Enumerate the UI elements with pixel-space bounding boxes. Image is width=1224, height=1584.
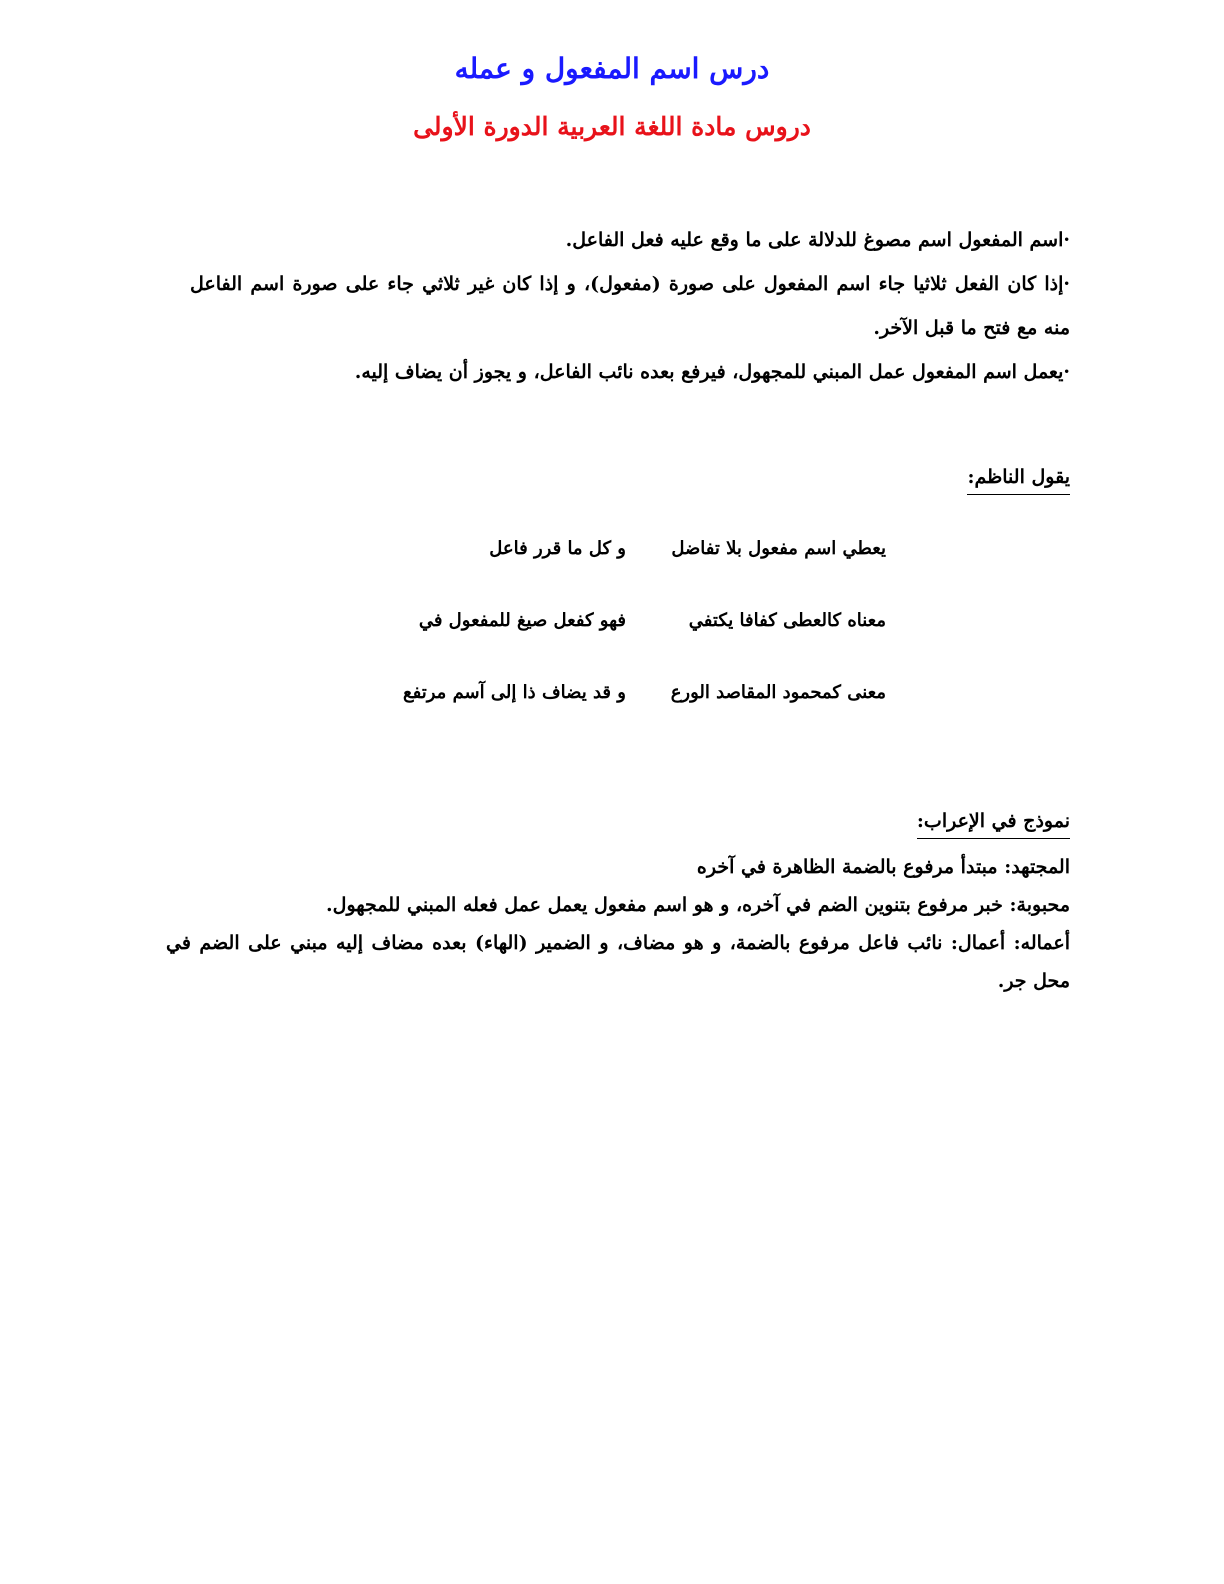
intro-usage-rule: ·يعمل اسم المفعول عمل المبني للمجهول، فيرفع بعده نائب الفاعل، و يجوز أن يضاف إليه.: [354, 361, 1070, 383]
verse-first-hemistich: معنى كمحمود المقاصد الورع: [670, 682, 886, 703]
verse: [366, 682, 886, 716]
intro-form-rule: ·إذا كان الفعل ثلاثيا جاء اسم المفعول على صورة (مفعول)، و إذا كان غير ثلاثي جاء على صورة اسم الفاعل منه مع فتح ما قبل الآخر.: [190, 273, 1070, 339]
irab-line: المجتهد: مبتدأ مرفوع بالضمة الظاهرة في آخره: [696, 856, 1070, 878]
irab-section: [166, 848, 1070, 1000]
irab-heading: [917, 806, 1070, 839]
verse-second-hemistich: و كل ما قرر فاعل: [489, 538, 626, 559]
irab-heading-text: نموذج في الإعراب:: [917, 806, 1070, 839]
verse-second-hemistich: و قد يضاف ذا إلى آسم مرتفع: [403, 682, 626, 703]
irab-line: محبوبة: خبر مرفوع بتنوين الضم في آخره، و هو اسم مفعول يعمل عمل فعله المبني للمجهول.: [326, 894, 1070, 916]
verse-first-hemistich: يعطي اسم مفعول بلا تفاضل: [671, 538, 886, 559]
verse-first-hemistich: معناه كالعطى كفافا يكتفي: [688, 610, 886, 631]
poem-heading-text: يقول الناظم:: [967, 462, 1070, 495]
verse-second-hemistich: فهو كفعل صيغ للمفعول في: [418, 610, 626, 631]
poem-heading: [967, 462, 1070, 495]
verse: [366, 610, 886, 644]
page-title: درس اسم المفعول و عمله: [454, 52, 770, 85]
page-subtitle: دروس مادة اللغة العربية الدورة الأولى: [413, 112, 811, 141]
irab-line: أعماله: أعمال: نائب فاعل مرفوع بالضمة، و هو مضاف، و الضمير (الهاء) بعده مضاف إليه مبني على الضم في محل جر.: [166, 932, 1070, 992]
verse: [366, 538, 886, 572]
intro-definition: ·اسم المفعول اسم مصوغ للدلالة على ما وقع عليه فعل الفاعل.: [565, 229, 1070, 251]
intro-section: [190, 218, 1070, 394]
